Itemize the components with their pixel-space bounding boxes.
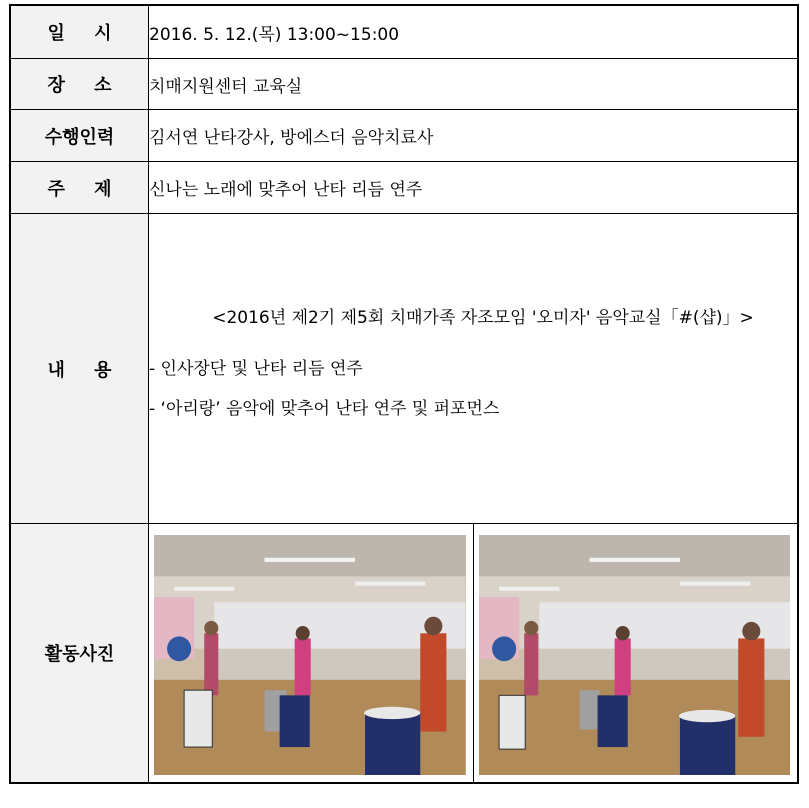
activity-photo-1 bbox=[154, 535, 466, 775]
photos-cell bbox=[149, 524, 799, 784]
label-content: 내 용 bbox=[10, 214, 149, 524]
content-item-1: - 인사장단 및 난타 리듬 연주 bbox=[149, 359, 363, 379]
photo-cell-2 bbox=[473, 524, 798, 782]
row-content bbox=[10, 214, 798, 524]
label-place: 장 소 bbox=[10, 59, 149, 110]
activity-report-table bbox=[9, 4, 799, 784]
label-photos: 활동사진 bbox=[10, 524, 149, 784]
activity-photo-2 bbox=[479, 535, 791, 775]
content-item-2: - ‘아리랑’ 음악에 맞추어 난타 연주 및 퍼포먼스 bbox=[149, 399, 500, 419]
photo-scene-icon bbox=[154, 535, 466, 775]
label-topic: 주 제 bbox=[10, 162, 149, 214]
value-content bbox=[149, 214, 799, 524]
value-place: 치매지원센터 교육실 bbox=[149, 59, 799, 110]
value-topic: 신나는 노래에 맞추어 난타 리듬 연주 bbox=[149, 162, 799, 214]
content-title: <2016년 제2기 제5회 치매가족 자조모임 '오미자' 음악교실「#(샵)」> bbox=[212, 308, 754, 328]
value-date: 2016. 5. 12.(목) 13:00~15:00 bbox=[149, 5, 799, 59]
row-photos bbox=[10, 524, 798, 784]
photo-cell-1 bbox=[149, 524, 473, 782]
label-date: 일 시 bbox=[10, 5, 149, 59]
value-staff: 김서연 난타강사, 방에스더 음악치료사 bbox=[149, 110, 799, 162]
row-date bbox=[10, 5, 798, 59]
label-staff: 수행인력 bbox=[10, 110, 149, 162]
row-topic bbox=[10, 162, 798, 214]
row-place bbox=[10, 59, 798, 110]
photo-scene-icon bbox=[479, 535, 791, 775]
row-staff bbox=[10, 110, 798, 162]
